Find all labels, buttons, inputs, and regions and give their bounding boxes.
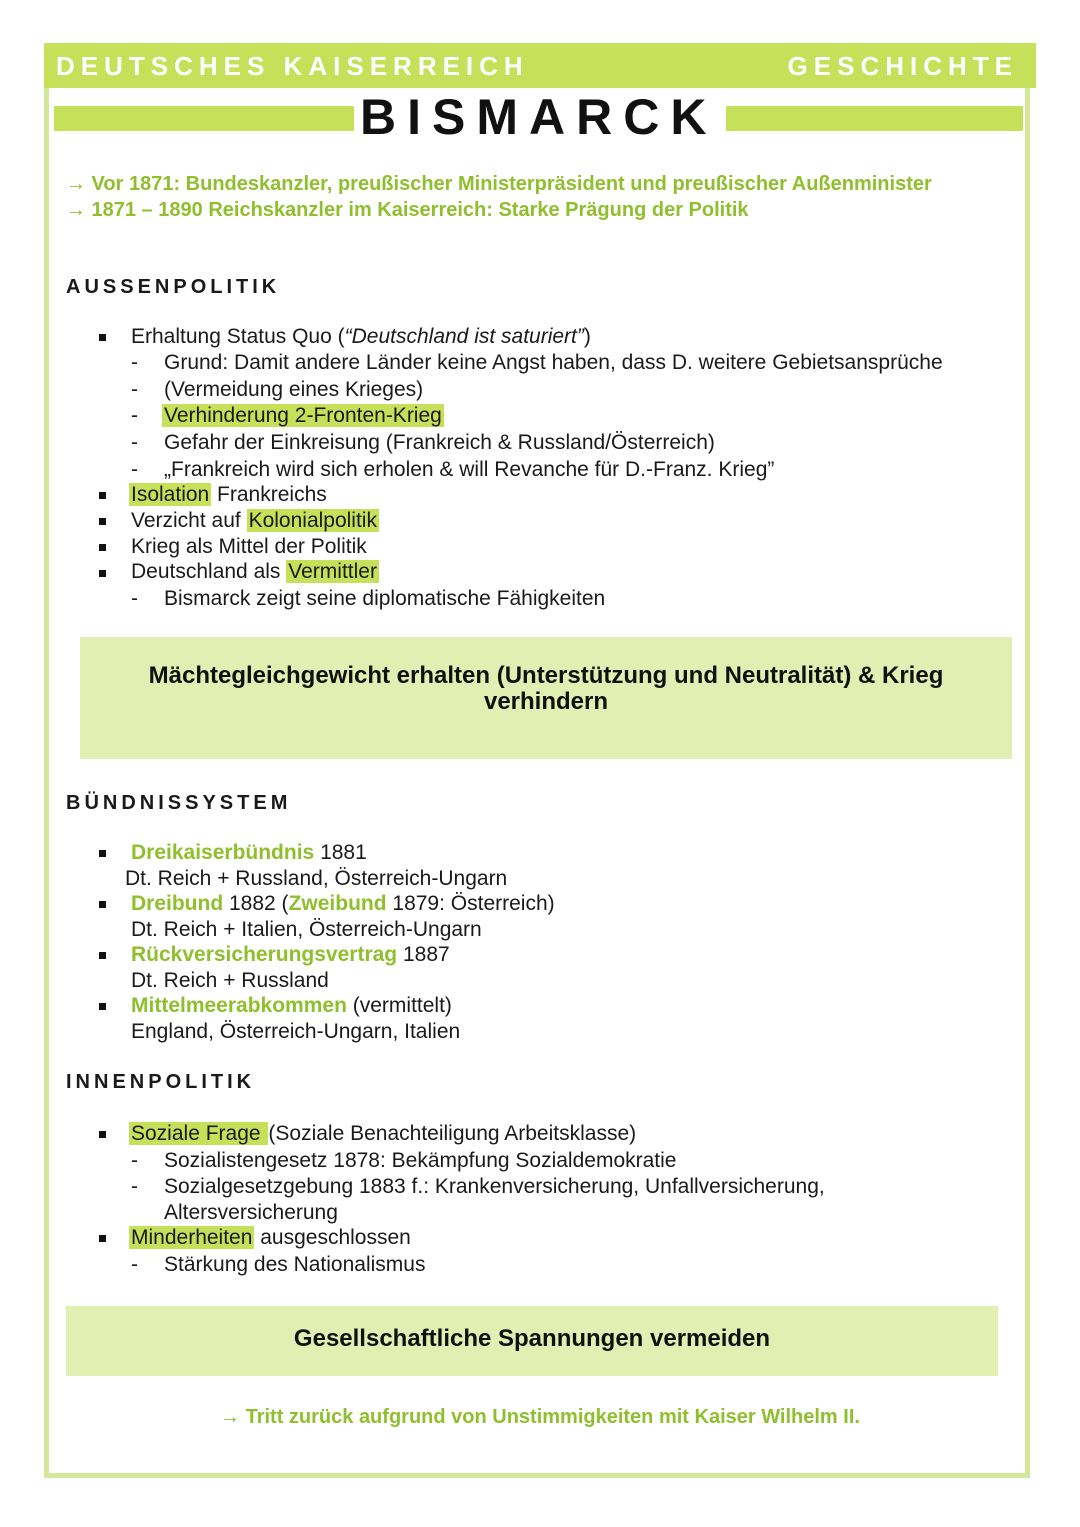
list-item: Krieg als Mittel der Politik [131, 535, 367, 558]
list-item-desc: England, Österreich-Ungarn, Italien [131, 1020, 461, 1043]
summary-box-innenpolitik: Gesellschaftliche Spannungen vermeiden [66, 1306, 998, 1376]
list-item: Minderheiten ausgeschlossen [131, 1226, 411, 1249]
dash: - [131, 587, 138, 610]
summary-box-aussenpolitik [80, 637, 1012, 759]
list-item-desc: Dt. Reich + Italien, Österreich-Ungarn [131, 918, 482, 941]
list-subitem: Altersversicherung [164, 1201, 338, 1224]
list-subitem: Grund: Damit andere Länder keine Angst haben, dass D. weitere Gebietsansprüche [164, 351, 943, 374]
list-subitem: (Vermeidung eines Krieges) [164, 378, 424, 401]
list-item: Soziale Frage (Soziale Benachteiligung Arbeitsklasse) [131, 1122, 637, 1145]
list-item-desc: Dt. Reich + Russland [131, 969, 329, 992]
list-item: Isolation Frankreichs [131, 483, 327, 506]
list-subitem: Stärkung des Nationalismus [164, 1253, 426, 1276]
title-rule-right [726, 106, 1023, 131]
list-subitem: Verhinderung 2-Fronten-Krieg [164, 404, 442, 427]
section-heading-buendnissystem: BÜNDNISSYSTEM [66, 792, 292, 814]
page-title: BISMARCK [360, 89, 718, 145]
header-right: GESCHICHTE [787, 51, 1018, 81]
list-item: Dreikaiserbündnis 1881 [131, 841, 367, 864]
bullet [99, 901, 106, 908]
bullet [99, 570, 106, 577]
dash: - [131, 351, 138, 374]
bullet [99, 492, 106, 499]
title-rule-left [54, 106, 354, 131]
list-subitem: „Frankreich wird sich erholen & will Revanche für D.-Franz. Krieg” [164, 458, 775, 481]
dash: - [131, 431, 138, 454]
bullet [99, 1003, 106, 1010]
list-item: Verzicht auf Kolonialpolitik [131, 509, 377, 532]
list-subitem: Sozialgesetzgebung 1883 f.: Krankenversicherung, Unfallversicherung, [164, 1175, 825, 1198]
list-item: Deutschland als Vermittler [131, 560, 377, 583]
bullet [99, 850, 106, 857]
bullet [99, 518, 106, 525]
list-subitem: Bismarck zeigt seine diplomatische Fähigkeiten [164, 587, 606, 610]
list-subitem: Sozialistengesetz 1878: Bekämpfung Sozialdemokratie [164, 1149, 677, 1172]
bullet [99, 1235, 106, 1242]
intro-line-1: → Vor 1871: Bundeskanzler, preußischer Ministerpräsident und preußischer Außenminister [66, 173, 932, 195]
dash: - [131, 458, 138, 481]
summary-line: Mächtegleichgewicht erhalten (Unterstützung und Neutralität) & Krieg [148, 662, 944, 689]
section-heading-innenpolitik: INNENPOLITIK [66, 1071, 256, 1093]
list-item: Rückversicherungsvertrag 1887 [131, 943, 450, 966]
dash: - [131, 1149, 138, 1172]
footer-note: → Tritt zurück aufgrund von Unstimmigkeiten mit Kaiser Wilhelm II. [220, 1406, 860, 1428]
list-subitem: Gefahr der Einkreisung (Frankreich & Russland/Österreich) [164, 431, 715, 454]
list-item: Dreibund 1882 (Zweibund 1879: Österreich) [131, 892, 555, 915]
list-item-desc: Dt. Reich + Russland, Österreich-Ungarn [125, 867, 508, 890]
intro-line-2: → 1871 – 1890 Reichskanzler im Kaiserreich: Starke Prägung der Politik [66, 199, 749, 221]
bullet [99, 544, 106, 551]
list-item: Erhaltung Status Quo (“Deutschland ist saturiert”) [131, 325, 591, 348]
bullet [99, 1131, 106, 1138]
section-heading-aussenpolitik: AUSSENPOLITIK [66, 276, 281, 298]
bullet [99, 952, 106, 959]
dash: - [131, 378, 138, 401]
header-bar [44, 43, 1036, 88]
bullet [99, 334, 106, 341]
dash: - [131, 1175, 138, 1198]
list-item: Mittelmeerabkommen (vermittelt) [131, 994, 452, 1017]
dash: - [131, 404, 138, 427]
dash: - [131, 1253, 138, 1276]
summary-line: verhindern [483, 688, 609, 715]
header-left: DEUTSCHES KAISERREICH [56, 51, 529, 81]
